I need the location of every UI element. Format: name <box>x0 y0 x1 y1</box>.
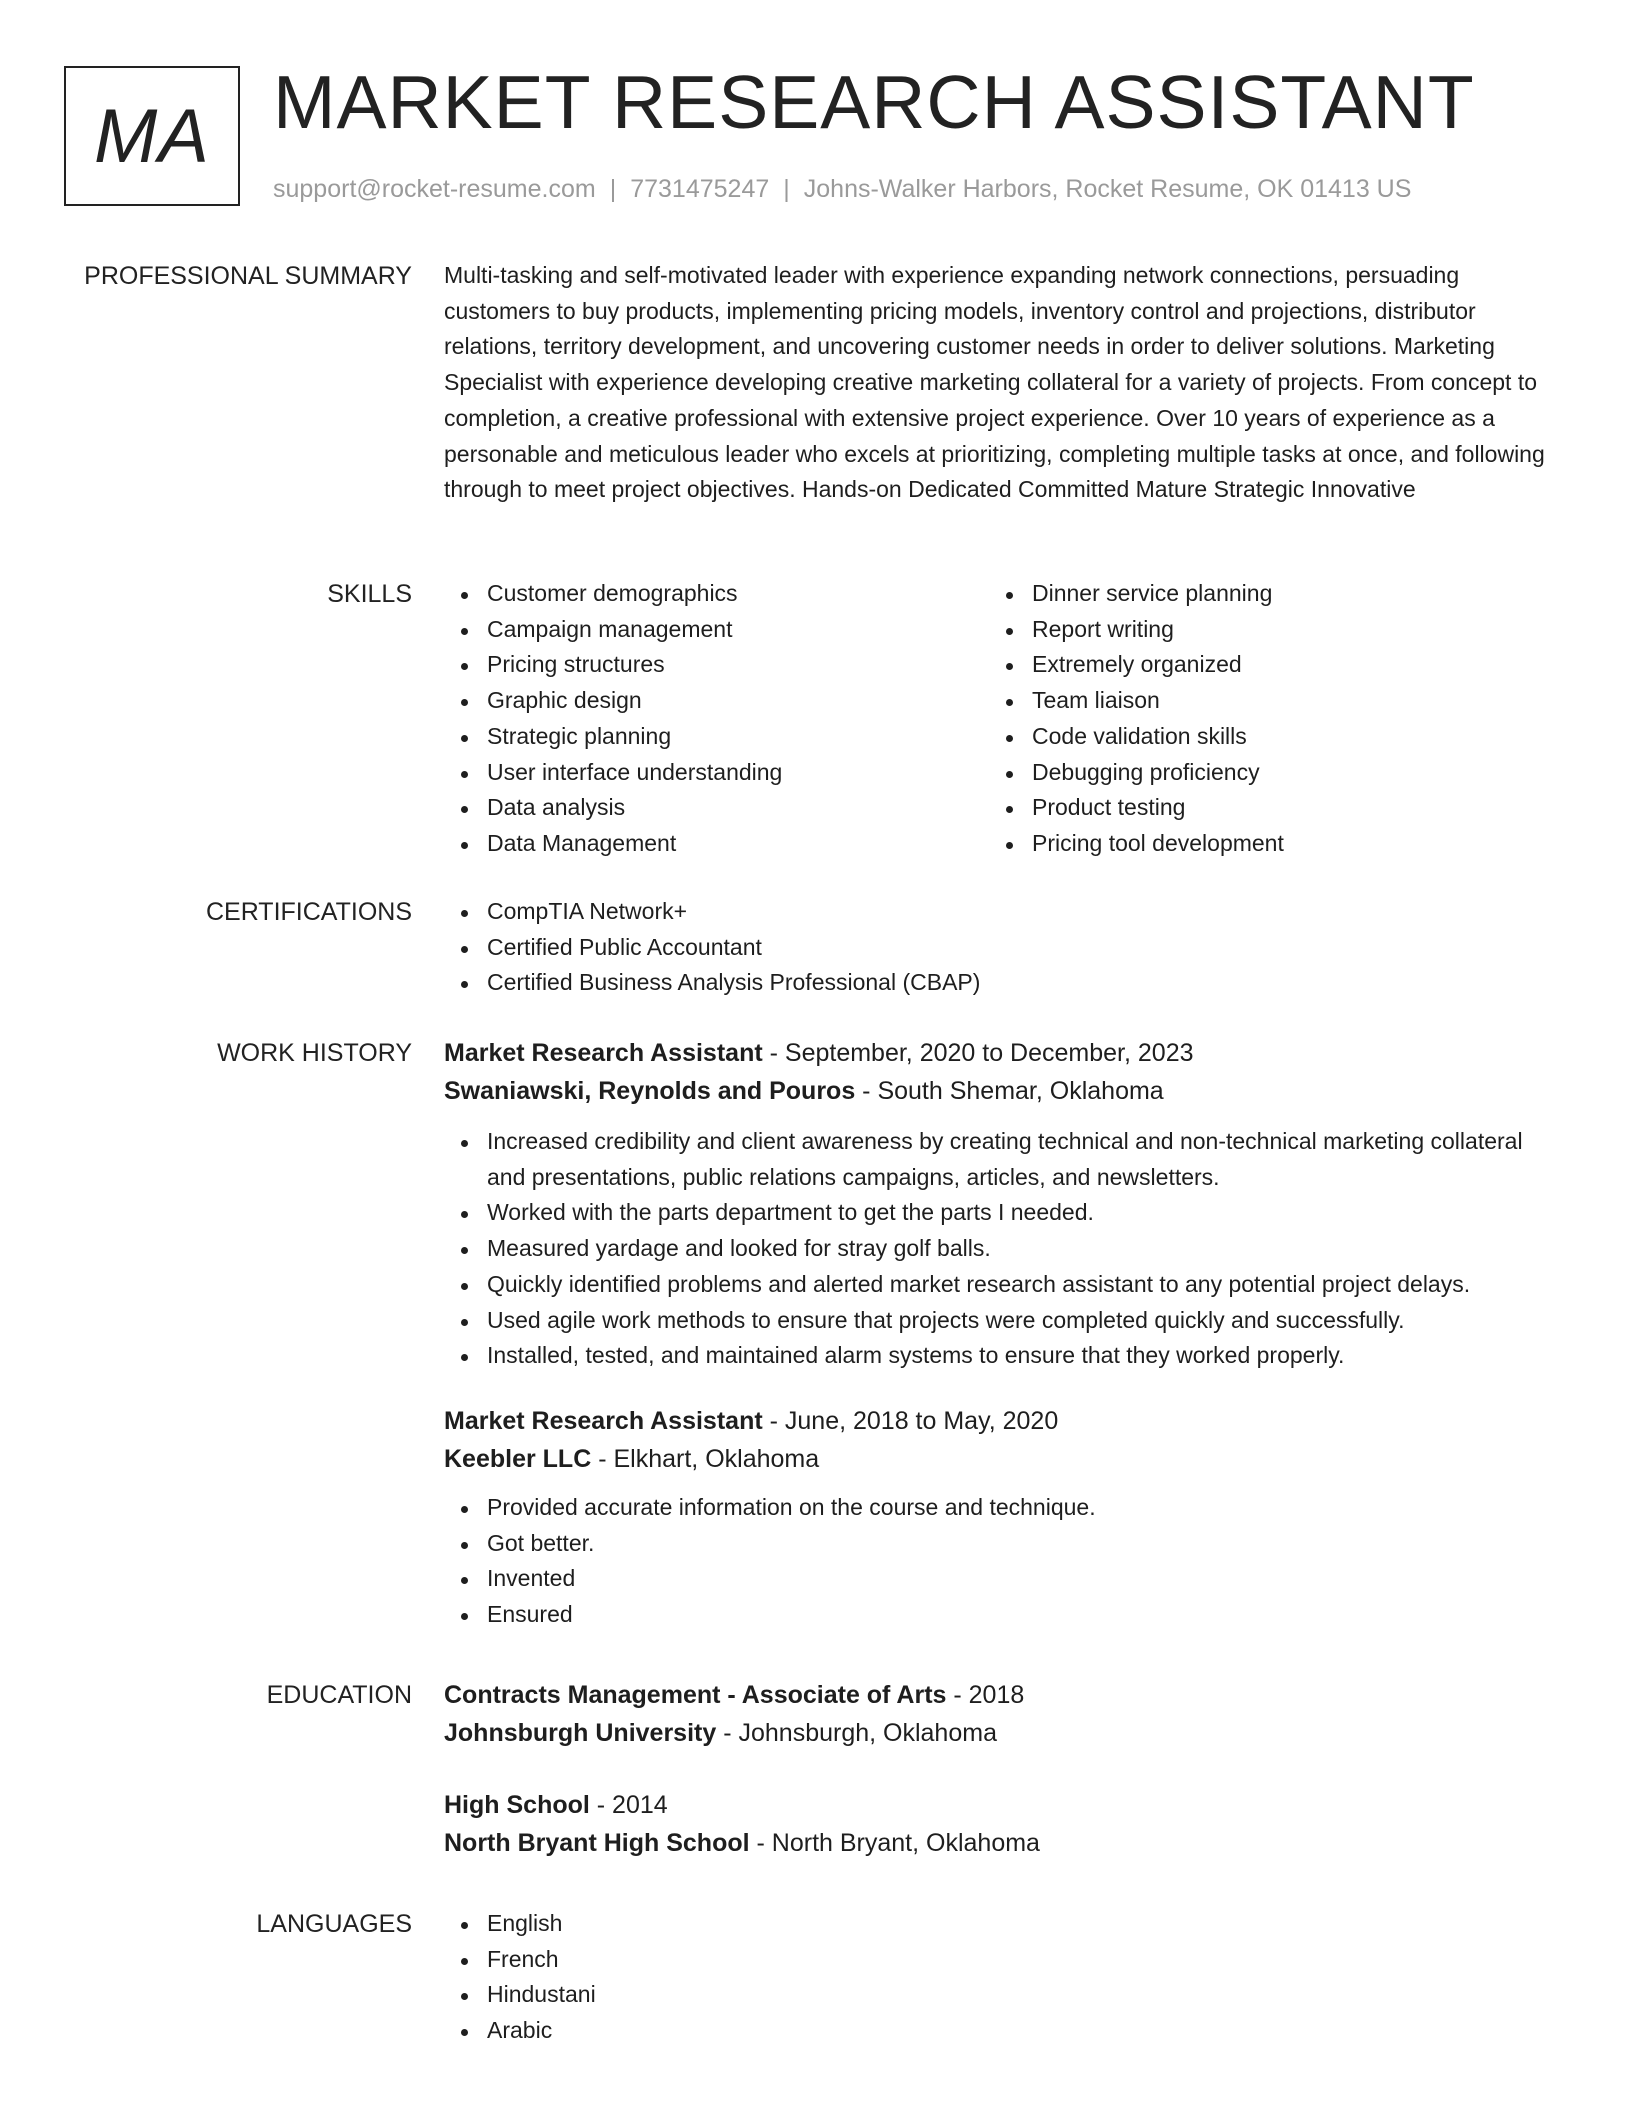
summary-text: Multi-tasking and self-motivated leader with experience expanding network connections, persuading customers to buy products, implementing pricing models, inventory control and projections, distributor relations, territory development, and uncovering customer needs in order to deliver solutions. Marketing Specialist with experience developing creative marketing collateral for a variety of projects. From concept to completion, a creative professional with extensive project experience. Over 10 years of experience as a personable and meticulous leader who excels at prioritizing, completing multiple tasks at once, and following through to meet project objectives. Hands-on Dedicated Committed Mature Strategic Innovative <box>444 262 1545 503</box>
job-title: Market Research Assistant <box>444 1039 763 1067</box>
section-label-summary: PROFESSIONAL SUMMARY <box>84 262 412 290</box>
job-bullet: Got better. <box>444 1526 1564 1562</box>
job-bullet: Worked with the parts department to get the parts I needed. <box>444 1195 1564 1231</box>
skill-item: Extremely organized <box>989 647 1284 683</box>
certification-item: Certified Public Accountant <box>444 930 1564 966</box>
skill-item: Campaign management <box>444 612 989 648</box>
job-dates: - September, 2020 to December, 2023 <box>769 1039 1194 1067</box>
education-year: - 2014 <box>596 1791 668 1819</box>
job-bullet: Invented <box>444 1561 1564 1597</box>
contact-phone: 7731475247 <box>630 175 770 203</box>
job-title: Market Research Assistant <box>444 1406 763 1435</box>
certification-item: CompTIA Network+ <box>444 894 1564 930</box>
certifications-list <box>444 894 1564 1001</box>
job-bullets <box>444 1124 1564 1374</box>
education-degree-line <box>444 1786 1564 1824</box>
education-location: - North Bryant, Oklahoma <box>756 1829 1040 1857</box>
skill-item: User interface understanding <box>444 755 989 791</box>
skills-grid <box>444 576 1564 862</box>
skill-item: Pricing tool development <box>989 826 1284 862</box>
job-entry <box>444 1034 1564 1374</box>
skill-item: Debugging proficiency <box>989 755 1284 791</box>
skills-list-right <box>989 576 1284 862</box>
education-entry <box>444 1786 1564 1862</box>
job-bullet: Provided accurate information on the course and technique. <box>444 1490 1564 1526</box>
skill-item: Report writing <box>989 612 1284 648</box>
education-degree: Contracts Management - Associate of Arts <box>444 1681 947 1709</box>
education-year: - 2018 <box>953 1681 1025 1709</box>
skill-item: Customer demographics <box>444 576 989 612</box>
section-label-certifications: CERTIFICATIONS <box>205 898 412 926</box>
language-item: English <box>444 1906 1564 1942</box>
section-label-languages: LANGUAGES <box>256 1910 412 1938</box>
contact-address: Johns-Walker Harbors, Rocket Resume, OK 01413 US <box>803 175 1412 203</box>
job-company-line <box>444 1440 1564 1478</box>
education-school: North Bryant High School <box>444 1829 750 1857</box>
job-bullet: Installed, tested, and maintained alarm systems to ensure that they worked properly. <box>444 1338 1564 1374</box>
education-degree: High School <box>444 1791 590 1819</box>
contact-separator: | <box>609 175 617 203</box>
skill-item: Graphic design <box>444 683 989 719</box>
job-company-line <box>444 1072 1564 1110</box>
monogram-text: MA <box>94 93 210 179</box>
job-dates: - June, 2018 to May, 2020 <box>769 1406 1059 1435</box>
section-label-skills: SKILLS <box>327 580 412 608</box>
education-degree-line <box>444 1676 1564 1714</box>
language-item: Hindustani <box>444 1977 1564 2013</box>
job-location: - South Shemar, Oklahoma <box>862 1077 1164 1105</box>
education-entry <box>444 1676 1564 1752</box>
skill-item: Strategic planning <box>444 719 989 755</box>
education-location: - Johnsburgh, Oklahoma <box>723 1719 997 1747</box>
skill-item: Code validation skills <box>989 719 1284 755</box>
job-title-line <box>444 1402 1564 1440</box>
contact-separator: | <box>783 175 790 203</box>
skill-item: Product testing <box>989 790 1284 826</box>
job-bullets <box>444 1490 1564 1633</box>
skill-item: Team liaison <box>989 683 1284 719</box>
job-title-line <box>444 1034 1564 1072</box>
skill-item: Pricing structures <box>444 647 989 683</box>
education-school-line <box>444 1714 1564 1752</box>
skill-item: Data Management <box>444 826 989 862</box>
skill-item: Data analysis <box>444 790 989 826</box>
language-item: Arabic <box>444 2013 1564 2049</box>
job-bullet: Ensured <box>444 1597 1564 1633</box>
section-label-work-history: WORK HISTORY <box>217 1039 412 1067</box>
job-company: Swaniawski, Reynolds and Pouros <box>444 1077 856 1105</box>
job-bullet: Measured yardage and looked for stray golf balls. <box>444 1231 1564 1267</box>
job-bullet: Increased credibility and client awareness by creating technical and non-technical marketing collateral and presentations, public relations campaigns, articles, and newsletters. <box>444 1124 1564 1195</box>
job-entry <box>444 1402 1564 1633</box>
job-company: Keebler LLC <box>444 1444 592 1473</box>
job-bullet: Used agile work methods to ensure that projects were completed quickly and successfully. <box>444 1303 1564 1339</box>
languages-list <box>444 1906 1564 2049</box>
education-school: Johnsburgh University <box>444 1719 717 1747</box>
resume-name: MARKET RESEARCH ASSISTANT <box>273 60 1475 144</box>
language-item: French <box>444 1942 1564 1978</box>
job-bullet: Quickly identified problems and alerted market research assistant to any potential project delays. <box>444 1267 1564 1303</box>
skills-list-left <box>444 576 989 862</box>
contact-line <box>273 172 1411 206</box>
education-school-line <box>444 1824 1564 1862</box>
contact-email: support@rocket-resume.com <box>273 175 596 203</box>
skill-item: Dinner service planning <box>989 576 1284 612</box>
section-label-education: EDUCATION <box>266 1681 412 1709</box>
job-location: - Elkhart, Oklahoma <box>598 1444 820 1473</box>
certification-item: Certified Business Analysis Professional (CBAP) <box>444 965 1564 1001</box>
monogram-box <box>64 66 240 206</box>
